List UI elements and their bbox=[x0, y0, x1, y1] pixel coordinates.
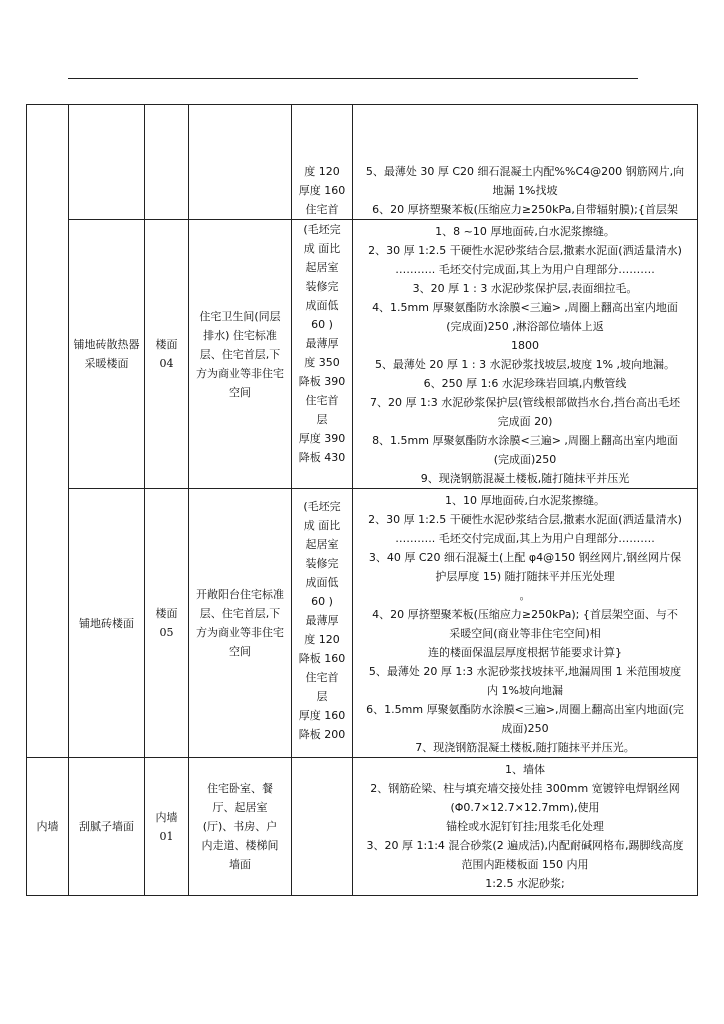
code-cell: 内墙 01 bbox=[145, 758, 189, 896]
location-cell: 住宅卫生间(同层排水) 住宅标准层、住宅首层,下方为商业等非住宅空间 bbox=[189, 220, 292, 489]
thickness-lines: 度 120 厚度 160 住宅首 bbox=[298, 165, 346, 216]
thickness-cell bbox=[292, 758, 353, 896]
code-cell bbox=[145, 105, 189, 220]
name-cell: 铺地砖楼面 bbox=[69, 489, 145, 758]
thickness-cell bbox=[292, 489, 353, 758]
description-lines: 1、墙体 2、钢筋砼梁、柱与填充墙交接处挂 300mm 宽镀锌电焊钢丝网 (Φ0.7×12.7×12.7mm),使用 锚栓或水泥钉钉挂;甩浆毛化处理 3、20 厚 1:1:4 混合砂浆(2 遍成活),内配耐碱网格布,踢脚线高度 范围内距楼板面 150 内用 1:2.5 水泥砂浆; bbox=[366, 763, 684, 890]
thickness-cell bbox=[292, 220, 353, 489]
description-cell bbox=[353, 489, 698, 758]
name-cell: 刮腻子墙面 bbox=[69, 758, 145, 896]
thickness-lines: (毛坯完 成 面比 起居室 装修完 成面低 60 ) 最薄厚 度 120 降板 160 住宅首 层 厚度 160 降板 200 bbox=[298, 500, 346, 741]
thickness-lines: (毛坯完 成 面比 起居室 装修完 成面低 60 ) 最薄厚 度 350 降板 390 住宅首 层 厚度 390 降板 430 bbox=[298, 223, 346, 464]
description-cell bbox=[353, 758, 698, 896]
header-rule bbox=[68, 78, 638, 79]
description-lines: 1、8 ~10 厚地面砖,白水泥浆擦缝。 2、30 厚 1:2.5 干硬性水泥砂浆结合层,撒素水泥面(洒适量清水) ……….. 毛坯交付完成面,其上为用户自理部分………. 3、20 厚 1 : 3 水泥砂浆保护层,表面细拉毛。 4、1.5mm 厚聚氨酯防水涂膜<三遍> ,周圈上翻高出室内地面 (完成面)250 ,淋浴部位墙体上返 1800 5、最薄处 20 厚 1 : 3 水泥砂浆找坡层,坡度 1% ,坡向地漏。 6、250 厚 1:6 水泥珍珠岩回填,内敷管线 7、20 厚 1:3 水泥砂浆保护层(管线根部做挡水台,挡台高出毛坯 完成面 20) 8、1.5mm 厚聚氨酯防水涂膜<三遍> ,周圈上翻高出室内地面 (完成面)250 9、现浇钢筋混凝土楼板,随打随抹平并压光 bbox=[368, 225, 682, 485]
category-cell: 内墙 bbox=[27, 758, 69, 896]
table-row bbox=[27, 758, 698, 896]
location-cell bbox=[189, 105, 292, 220]
category-cell bbox=[27, 105, 69, 758]
name-cell bbox=[69, 105, 145, 220]
description-cell bbox=[353, 220, 698, 489]
description-lines: 5、最薄处 30 厚 C20 细石混凝土内配%%C4@200 钢筋网片,向 地漏 1%找坡 6、20 厚挤塑聚苯板(压缩应力≥250kPa,自带辐射膜);{首层架 bbox=[365, 165, 685, 216]
table-row bbox=[27, 489, 698, 758]
code-cell: 楼面 05 bbox=[145, 489, 189, 758]
code-cell: 楼面 04 bbox=[145, 220, 189, 489]
description-cell bbox=[353, 105, 698, 220]
thickness-cell bbox=[292, 105, 353, 220]
description-lines: 1、10 厚地面砖,白水泥浆擦缝。 2、30 厚 1:2.5 干硬性水泥砂浆结合层,撒素水泥面(洒适量清水) ……….. 毛坯交付完成面,其上为用户自理部分………. 3、40 厚 C20 细石混凝土(上配 φ4@150 钢丝网片,钢丝网片保 护层厚度 15) 随打随抹平并压光处理 。 4、20 厚挤塑聚苯板(压缩应力≥250kPa); {首层架空面、与不 采暖空间(商业等非住宅空间)相 连的楼面保温层厚度根据节能要求计算} 5、最薄处 20 厚 1:3 水泥砂浆找坡抹平,地漏周围 1 米范围坡度 内 1%坡向地漏 6、1.5mm 厚聚氨酯防水涂膜<三遍>,周圈上翻高出室内地面(完 成面)250 7、现浇钢筋混凝土楼板,随打随抹平并压光。 bbox=[366, 494, 684, 754]
location-cell: 住宅卧室、餐厅、起居室(厅)、书房、户内走道、楼梯间墙面 bbox=[189, 758, 292, 896]
construction-spec-table bbox=[26, 104, 698, 896]
location-cell: 开敞阳台住宅标准层、住宅首层,下方为商业等非住宅空间 bbox=[189, 489, 292, 758]
table-row bbox=[27, 220, 698, 489]
table-row bbox=[27, 105, 698, 220]
name-cell: 铺地砖散热器采暖楼面 bbox=[69, 220, 145, 489]
